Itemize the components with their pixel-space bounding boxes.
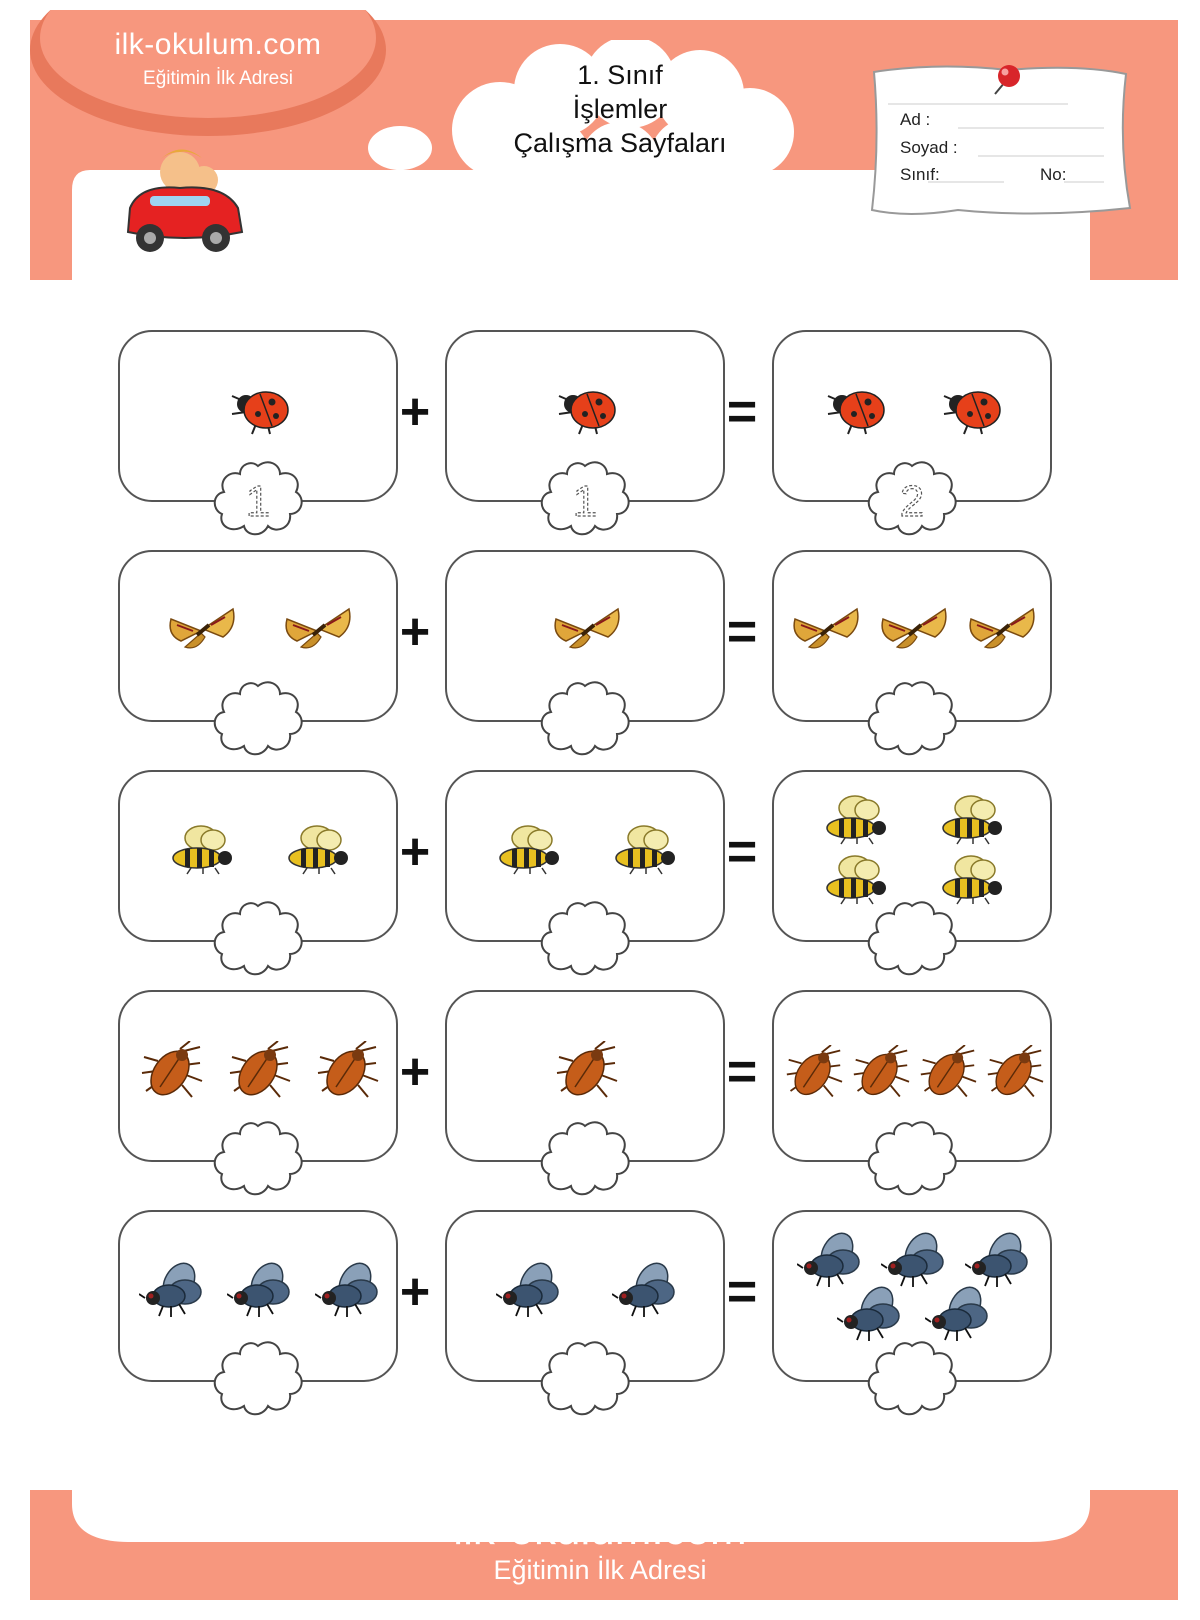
answer-cloud[interactable] [539, 458, 631, 538]
cockroach-icon [785, 1045, 844, 1103]
class-label: Sınıf: [900, 165, 940, 184]
fly-icon [227, 1262, 293, 1323]
plus-sign: + [399, 603, 431, 661]
footer-site-title: ilk-okulum.com [453, 1505, 747, 1554]
answer-cloud[interactable] [866, 1338, 958, 1418]
equals-sign: = [726, 1043, 758, 1101]
footer-tagline: Eğitimin İlk Adresi [493, 1555, 707, 1585]
bee-icon [610, 824, 680, 881]
title-line-3: Çalışma Sayfaları [513, 128, 727, 158]
site-tagline: Eğitimin İlk Adresi [143, 68, 293, 89]
surname-label: Soyad : [900, 138, 958, 157]
fly-icon [881, 1232, 947, 1293]
plus-sign: + [399, 383, 431, 441]
pushpin-icon [985, 62, 1025, 102]
cockroach-icon [316, 1041, 380, 1104]
butterfly-icon [167, 605, 237, 660]
bee-icon [494, 824, 564, 881]
answer-cloud[interactable] [539, 1118, 631, 1198]
butterfly-icon [552, 605, 622, 660]
fly-icon [965, 1232, 1031, 1293]
equals-sign: = [726, 1263, 758, 1321]
number-label: No: [1040, 165, 1067, 184]
answer-cloud[interactable] [866, 898, 958, 978]
butterfly-icon [967, 605, 1037, 660]
equals-sign: = [726, 823, 758, 881]
fly-icon [612, 1262, 678, 1323]
fly-icon [496, 1262, 562, 1323]
butterfly-icon [879, 605, 949, 660]
ladybug-icon [228, 384, 292, 441]
bee-icon [167, 824, 237, 881]
equals-sign: = [726, 383, 758, 441]
cockroach-icon [140, 1041, 204, 1104]
cockroach-icon [919, 1045, 978, 1103]
answer-cloud[interactable] [539, 898, 631, 978]
plus-sign: + [399, 823, 431, 881]
answer-cloud[interactable] [212, 458, 304, 538]
answer-cloud[interactable] [212, 678, 304, 758]
ladybug-icon [555, 384, 619, 441]
butterfly-icon [791, 605, 861, 660]
bee-icon [283, 824, 353, 881]
answer-digit: 2 [899, 477, 925, 526]
answer-cloud[interactable] [866, 678, 958, 758]
equals-sign: = [726, 603, 758, 661]
thought-bubbles [230, 120, 460, 230]
cockroach-icon [555, 1041, 619, 1104]
title-line-1: 1. Sınıf [577, 60, 663, 90]
answer-digit: 1 [245, 477, 271, 526]
plus-sign: + [399, 1263, 431, 1321]
site-title: ilk-okulum.com [114, 28, 322, 61]
name-label: Ad : [900, 110, 931, 129]
bee-icon [821, 794, 891, 851]
fly-icon [797, 1232, 863, 1293]
ladybug-icon [824, 384, 888, 441]
fly-icon [139, 1262, 205, 1323]
butterfly-icon [283, 605, 353, 660]
car-kids-icon [120, 140, 250, 260]
answer-cloud[interactable] [866, 1118, 958, 1198]
cockroach-icon [852, 1045, 911, 1103]
cockroach-icon [986, 1045, 1045, 1103]
plus-sign: + [399, 1043, 431, 1101]
bee-icon [937, 794, 1007, 851]
fly-icon [315, 1262, 381, 1323]
answer-cloud[interactable] [539, 678, 631, 758]
answer-cloud[interactable] [212, 1118, 304, 1198]
title-line-2: İşlemler [572, 94, 668, 124]
ladybug-icon [940, 384, 1004, 441]
answer-cloud[interactable] [212, 898, 304, 978]
cockroach-icon [228, 1041, 292, 1104]
answer-cloud[interactable] [866, 458, 958, 538]
answer-digit: 1 [572, 477, 598, 526]
answer-cloud[interactable] [539, 1338, 631, 1418]
answer-cloud[interactable] [212, 1338, 304, 1418]
